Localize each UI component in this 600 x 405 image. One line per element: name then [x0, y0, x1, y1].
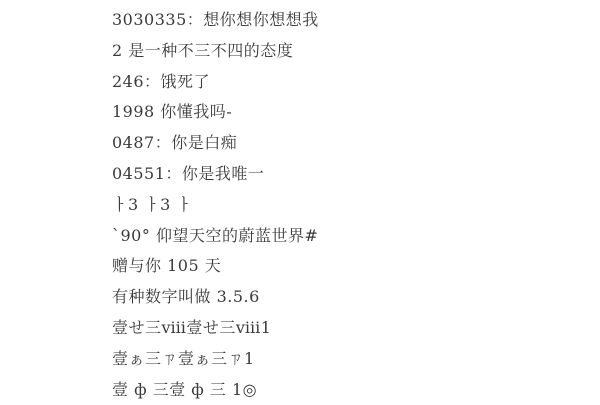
text-line: 壹せ三ⅷ壹せ三ⅷ1: [112, 317, 272, 337]
text-line: 有种数字叫做 3.5.6: [112, 287, 260, 307]
text-line: 04551：你是我唯一: [112, 163, 265, 183]
text-line: 246：饿死了: [112, 71, 211, 91]
text-line: 3030335：想你想你想想我: [112, 10, 319, 29]
text-line: 壹 ф 三壹 ф 三 1◎: [112, 379, 258, 399]
text-line: 壹ぁ三ㄗ壹ぁ三ㄗ1: [112, 348, 255, 368]
text-line: 2 是一种不三不四的态度: [112, 40, 294, 60]
text-line: 0487：你是白痴: [112, 133, 238, 153]
text-line: ㅏ3 ㅏ3 ㅏ: [112, 194, 193, 214]
text-line: 赠与你 105 天: [112, 256, 222, 276]
text-line: 1998 你懂我吗-: [112, 102, 233, 122]
text-line: `90° 仰望天空的蔚蓝世界#: [112, 225, 319, 245]
